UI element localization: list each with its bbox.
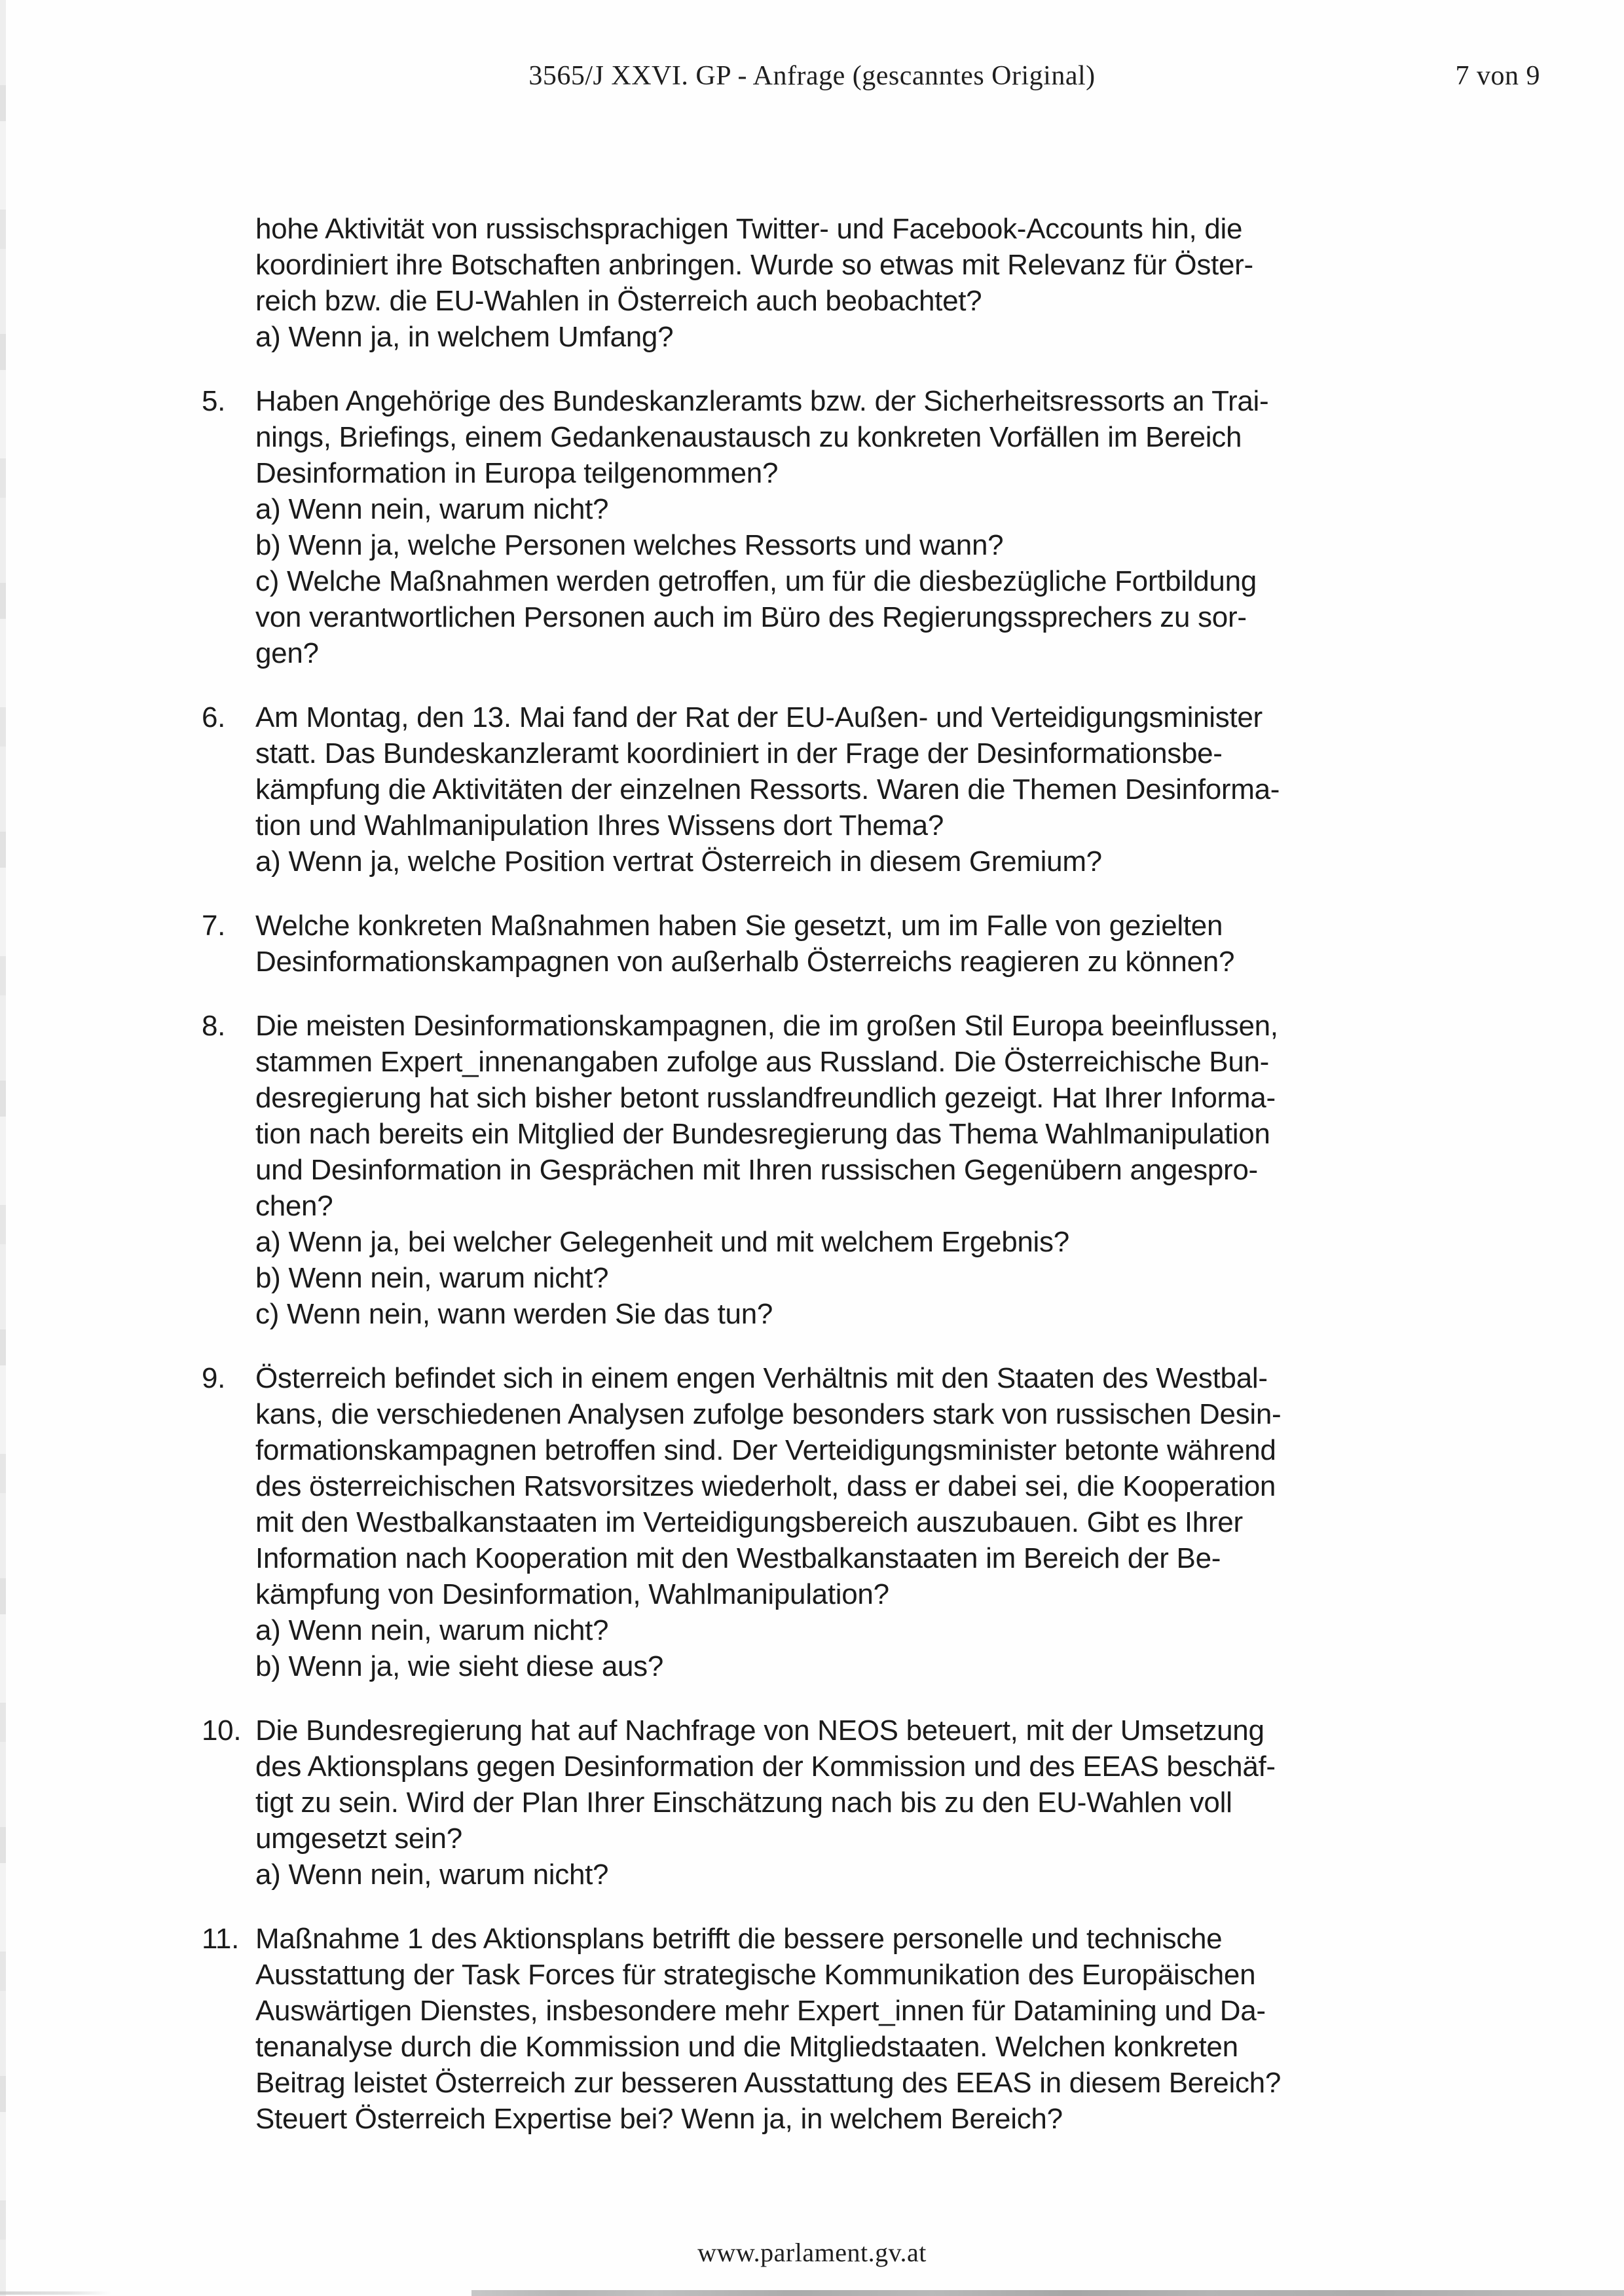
question-line: a) Wenn nein, warum nicht? xyxy=(255,1614,609,1646)
page-indicator: 7 von 9 xyxy=(1455,61,1540,91)
question-line: tion und Wahlmanipulation Ihres Wissens dort Thema? xyxy=(255,809,944,842)
footer-url: www.parlament.gv.at xyxy=(697,2238,927,2267)
question-item xyxy=(202,1008,1446,1332)
question-line: und Desinformation in Gesprächen mit Ihren russischen Gegenübern angespro- xyxy=(255,1154,1258,1186)
question-line: c) Welche Maßnahmen werden getroffen, um für die diesbezügliche Fortbildung xyxy=(255,565,1257,597)
question-line: des österreichischen Ratsvorsitzes wiederholt, dass er dabei sei, die Kooperation xyxy=(255,1470,1276,1502)
document-footer xyxy=(0,2237,1624,2268)
question-item xyxy=(202,1713,1446,1893)
question-number: 9. xyxy=(202,1362,226,1394)
question-line: a) Wenn ja, in welchem Umfang? xyxy=(255,321,674,353)
question-line: a) Wenn nein, warum nicht? xyxy=(255,493,609,525)
question-line: Desinformationskampagnen von außerhalb Österreichs reagieren zu können? xyxy=(255,946,1235,978)
question-line: Maßnahme 1 des Aktionsplans betrifft die bessere personelle und technische xyxy=(255,1923,1223,1955)
question-list xyxy=(202,211,1446,2165)
question-line: formationskampagnen betroffen sind. Der Verteidigungsminister betonte während xyxy=(255,1434,1276,1466)
question-line: tigt zu sein. Wird der Plan Ihrer Einschätzung nach bis zu den EU-Wahlen voll xyxy=(255,1787,1232,1819)
question-line: b) Wenn ja, wie sieht diese aus? xyxy=(255,1650,664,1682)
question-line: a) Wenn ja, welche Position vertrat Österreich in diesem Gremium? xyxy=(255,845,1102,878)
question-line: stammen Expert_innenangaben zufolge aus Russland. Die Österreichische Bun- xyxy=(255,1046,1270,1078)
question-line: Ausstattung der Task Forces für strategische Kommunikation des Europäischen xyxy=(255,1959,1256,1991)
question-line: hohe Aktivität von russischsprachigen Twitter- und Facebook-Accounts hin, die xyxy=(255,213,1243,245)
question-line: c) Wenn nein, wann werden Sie das tun? xyxy=(255,1298,773,1330)
question-line: kämpfung die Aktivitäten der einzelnen Ressorts. Waren die Themen Desinforma- xyxy=(255,773,1280,805)
question-number: 10. xyxy=(202,1714,242,1747)
question-line: Auswärtigen Dienstes, insbesondere mehr Expert_innen für Datamining und Da- xyxy=(255,1995,1266,2027)
question-line: chen? xyxy=(255,1190,333,1222)
question-line: desregierung hat sich bisher betont russlandfreundlich gezeigt. Hat Ihrer Informa- xyxy=(255,1082,1276,1114)
question-line: Beitrag leistet Österreich zur besseren Ausstattung des EEAS in diesem Bereich? xyxy=(255,2067,1281,2099)
question-line: Die meisten Desinformationskampagnen, die im großen Stil Europa beeinflussen, xyxy=(255,1010,1278,1042)
question-item xyxy=(202,383,1446,671)
question-line: Österreich befindet sich in einem engen Verhältnis mit den Staaten des Westbal- xyxy=(255,1362,1268,1394)
question-number: 11. xyxy=(202,1923,240,1955)
scan-edge-artifact-bottom xyxy=(471,2290,1624,2296)
question-item xyxy=(202,908,1446,980)
question-line: reich bzw. die EU-Wahlen in Österreich auch beobachtet? xyxy=(255,285,982,317)
question-number: 6. xyxy=(202,701,226,733)
question-line: Welche konkreten Maßnahmen haben Sie gesetzt, um im Falle von gezielten xyxy=(255,910,1223,942)
question-line: von verantwortlichen Personen auch im Büro des Regierungssprechers zu sor- xyxy=(255,601,1247,633)
question-line: Haben Angehörige des Bundeskanzleramts bzw. der Sicherheitsressorts an Trai- xyxy=(255,385,1269,417)
question-line: tenanalyse durch die Kommission und die Mitgliedstaaten. Welchen konkreten xyxy=(255,2031,1238,2063)
question-line: koordiniert ihre Botschaften anbringen. Wurde so etwas mit Relevanz für Öster- xyxy=(255,249,1253,281)
question-item xyxy=(202,699,1446,880)
question-line: kämpfung von Desinformation, Wahlmanipulation? xyxy=(255,1578,889,1610)
question-line: gen? xyxy=(255,637,319,669)
question-number: 8. xyxy=(202,1010,226,1042)
scan-edge-artifact-bottom-left xyxy=(0,2291,111,2295)
question-line: Steuert Österreich Expertise bei? Wenn ja, in welchem Bereich? xyxy=(255,2103,1063,2135)
question-item xyxy=(202,211,1446,355)
question-line: b) Wenn ja, welche Personen welches Ressorts und wann? xyxy=(255,529,1004,561)
question-line: a) Wenn ja, bei welcher Gelegenheit und mit welchem Ergebnis? xyxy=(255,1226,1069,1258)
question-line: kans, die verschiedenen Analysen zufolge besonders stark von russischen Desin- xyxy=(255,1398,1282,1430)
question-line: mit den Westbalkanstaaten im Verteidigungsbereich auszubauen. Gibt es Ihrer xyxy=(255,1506,1243,1538)
question-line: Die Bundesregierung hat auf Nachfrage von NEOS beteuert, mit der Umsetzung xyxy=(255,1714,1264,1747)
question-line: a) Wenn nein, warum nicht? xyxy=(255,1859,609,1891)
question-number: 7. xyxy=(202,910,226,942)
document-header xyxy=(0,60,1624,100)
question-line: Am Montag, den 13. Mai fand der Rat der EU-Außen- und Verteidigungsminister xyxy=(255,701,1263,733)
question-item xyxy=(202,1360,1446,1684)
question-number: 5. xyxy=(202,385,226,417)
scan-edge-artifact-left xyxy=(0,0,6,2296)
question-line: Desinformation in Europa teilgenommen? xyxy=(255,457,779,489)
question-line: Information nach Kooperation mit den Westbalkanstaaten im Bereich der Be- xyxy=(255,1542,1221,1574)
question-line: statt. Das Bundeskanzleramt koordiniert in der Frage der Desinformationsbe- xyxy=(255,737,1223,769)
question-line: tion nach bereits ein Mitglied der Bundesregierung das Thema Wahlmanipulation xyxy=(255,1118,1270,1150)
question-line: umgesetzt sein? xyxy=(255,1823,462,1855)
document-header-title: 3565/J XXVI. GP - Anfrage (gescanntes Original) xyxy=(528,61,1096,91)
question-line: b) Wenn nein, warum nicht? xyxy=(255,1262,609,1294)
question-line: des Aktionsplans gegen Desinformation der Kommission und des EEAS beschäf- xyxy=(255,1750,1276,1783)
question-item xyxy=(202,1921,1446,2137)
question-line: nings, Briefings, einem Gedankenaustausch zu konkreten Vorfällen im Bereich xyxy=(255,421,1242,453)
